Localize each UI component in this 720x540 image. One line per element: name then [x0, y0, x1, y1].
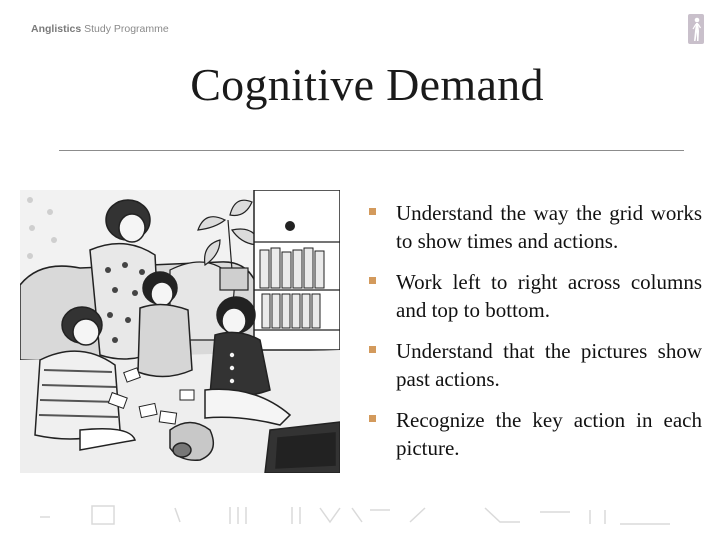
- slide-title: Cognitive Demand: [190, 59, 544, 110]
- faded-footer-decoration: [30, 502, 690, 528]
- square-bullet-icon: [369, 346, 376, 353]
- footer-decoration-drawing: [30, 502, 690, 528]
- bullet-text: Understand that the pictures show past actions.: [396, 339, 702, 391]
- title-divider: [59, 150, 684, 151]
- square-bullet-icon: [369, 208, 376, 215]
- bullet-text: Work left to right across columns and top to bottom.: [396, 270, 702, 322]
- square-bullet-icon: [369, 277, 376, 284]
- programme-label-bold: Anglistics: [31, 23, 82, 35]
- standing-figure-icon: [688, 14, 704, 44]
- bullet-text: Understand the way the grid works to show times and actions.: [396, 201, 702, 253]
- programme-label-rest: Study Programme: [84, 23, 169, 35]
- bullet-item: [368, 199, 702, 255]
- bullet-list: [368, 199, 702, 475]
- standing-figure-glyph: [688, 14, 704, 44]
- family-card-game-illustration: [20, 190, 340, 473]
- bullet-text: Recognize the key action in each picture.: [396, 408, 702, 460]
- illustration-drawing: [20, 190, 340, 473]
- bullet-item: [368, 406, 702, 462]
- programme-label: [31, 23, 169, 35]
- square-bullet-icon: [369, 415, 376, 422]
- bullet-item: [368, 268, 702, 324]
- bullet-item: [368, 337, 702, 393]
